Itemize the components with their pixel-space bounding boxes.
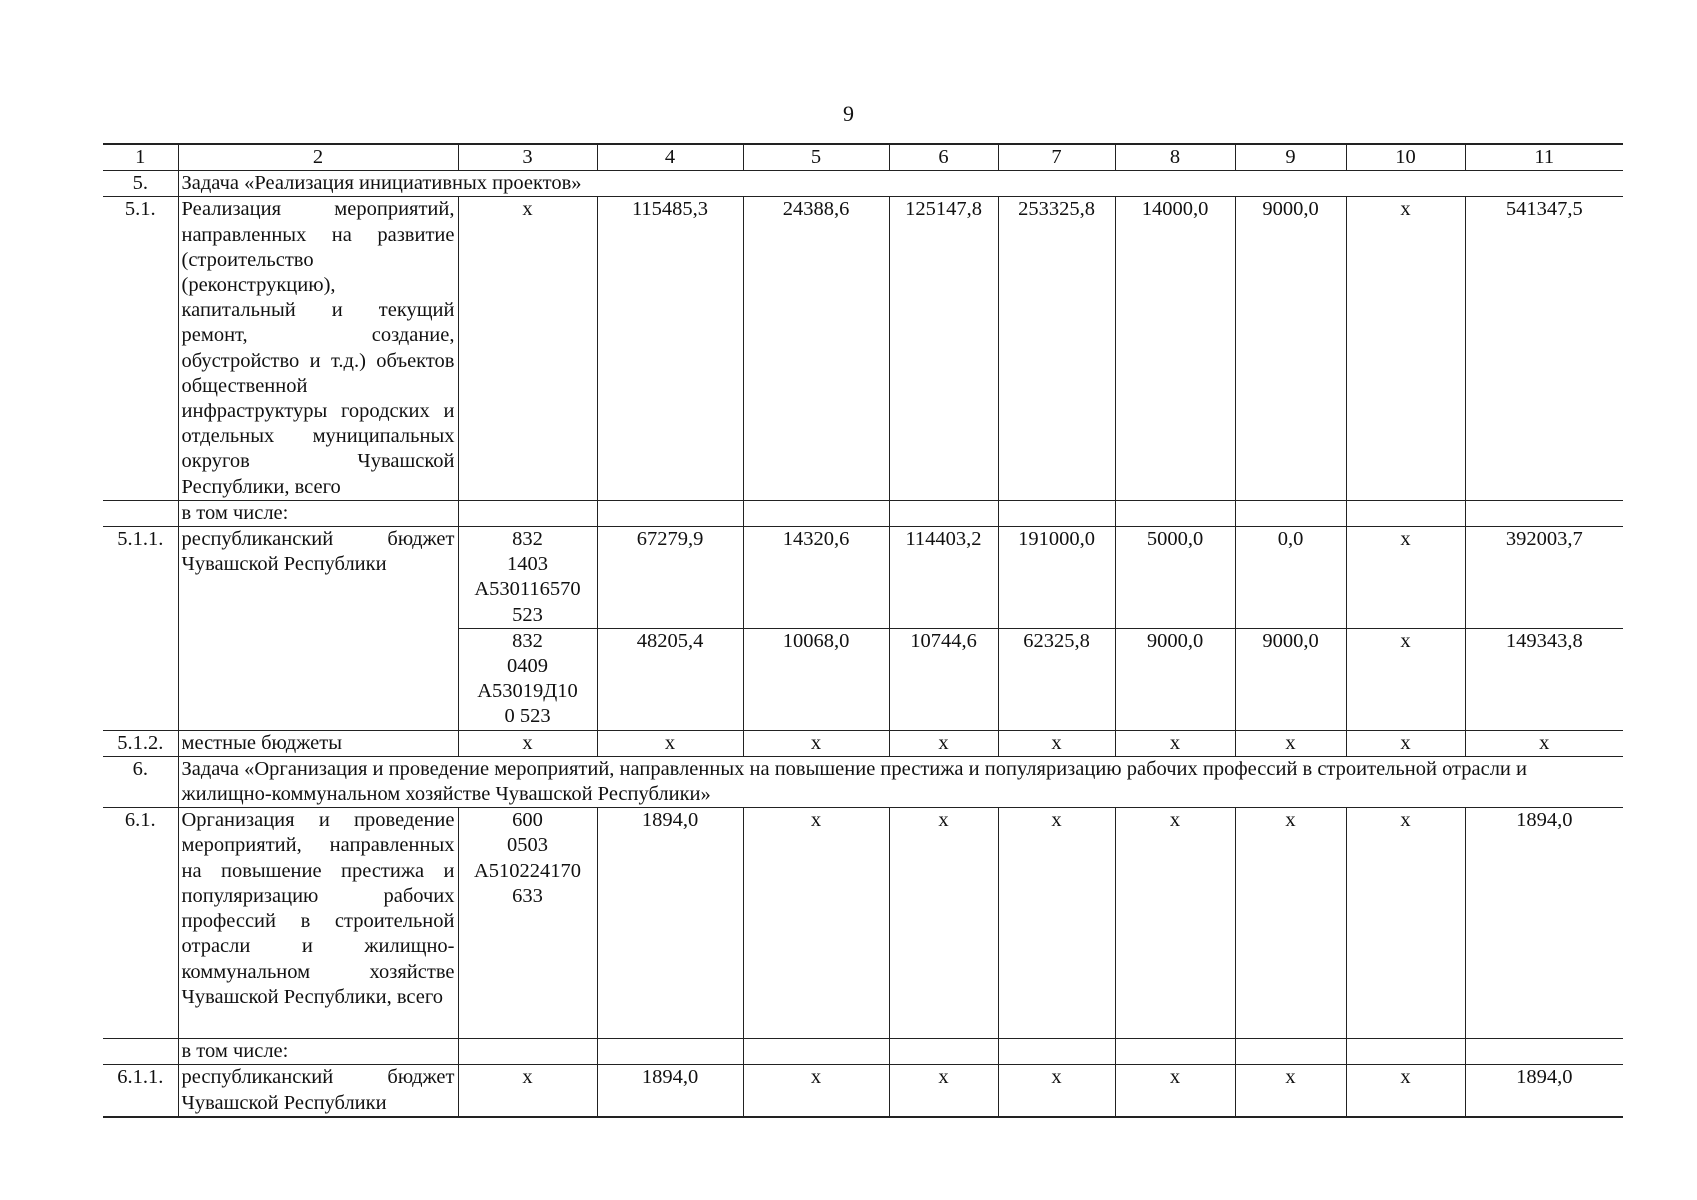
value-cell: х bbox=[1346, 628, 1465, 730]
including-label: в том числе: bbox=[178, 500, 458, 526]
row-name: местные бюджеты bbox=[178, 730, 458, 756]
empty-cell bbox=[1346, 500, 1465, 526]
empty-cell bbox=[1465, 1039, 1623, 1065]
task-row bbox=[103, 171, 1623, 197]
code-line: 0 523 bbox=[504, 705, 551, 728]
value-cell: х bbox=[998, 1065, 1115, 1117]
empty-cell bbox=[1346, 1039, 1465, 1065]
row-number: 6.1.1. bbox=[103, 1065, 178, 1117]
empty-cell bbox=[998, 1039, 1115, 1065]
value-cell: 67279,9 bbox=[597, 527, 743, 629]
value-cell: 9000,0 bbox=[1115, 628, 1235, 730]
value-cell: 10744,6 bbox=[889, 628, 998, 730]
value-cell: 1894,0 bbox=[597, 1065, 743, 1117]
value-cell: 14320,6 bbox=[743, 527, 889, 629]
code-line: 1403 bbox=[507, 553, 548, 576]
value-cell: х bbox=[1346, 197, 1465, 500]
table-row bbox=[103, 730, 1623, 756]
budget-code: х bbox=[458, 1065, 597, 1117]
code-line: 633 bbox=[512, 884, 543, 907]
header-cell: 7 bbox=[998, 144, 1115, 171]
value-cell: х bbox=[1346, 527, 1465, 629]
empty-cell bbox=[889, 1039, 998, 1065]
header-cell: 11 bbox=[1465, 144, 1623, 171]
value-cell: 125147,8 bbox=[889, 197, 998, 500]
row-name: республиканский бюджет Чувашской Республики bbox=[178, 527, 458, 731]
value-cell: 541347,5 bbox=[1465, 197, 1623, 500]
value-cell: х bbox=[1346, 730, 1465, 756]
value-cell: х bbox=[1115, 730, 1235, 756]
budget-code bbox=[458, 628, 597, 730]
empty-cell bbox=[103, 500, 178, 526]
header-cell: 6 bbox=[889, 144, 998, 171]
value-cell: 115485,3 bbox=[597, 197, 743, 500]
table-row bbox=[103, 527, 1623, 629]
empty-cell bbox=[458, 500, 597, 526]
code-line: 523 bbox=[512, 603, 543, 626]
value-cell: 0,0 bbox=[1235, 527, 1346, 629]
value-cell: 9000,0 bbox=[1235, 197, 1346, 500]
code-line: А510224170 bbox=[473, 859, 582, 882]
empty-cell bbox=[743, 1039, 889, 1065]
header-cell: 8 bbox=[1115, 144, 1235, 171]
empty-cell bbox=[1115, 500, 1235, 526]
header-cell: 10 bbox=[1346, 144, 1465, 171]
value-cell: х bbox=[889, 730, 998, 756]
row-number: 5. bbox=[103, 171, 178, 197]
code-line: А530116570 bbox=[474, 578, 581, 601]
value-cell: 1894,0 bbox=[597, 808, 743, 1039]
value-cell: 191000,0 bbox=[998, 527, 1115, 629]
header-cell: 5 bbox=[743, 144, 889, 171]
row-number: 5.1.2. bbox=[103, 730, 178, 756]
empty-cell bbox=[597, 1039, 743, 1065]
value-cell: х bbox=[1346, 808, 1465, 1039]
row-number: 5.1. bbox=[103, 197, 178, 500]
value-cell: х bbox=[1115, 1065, 1235, 1117]
value-cell: 9000,0 bbox=[1235, 628, 1346, 730]
task-row bbox=[103, 756, 1623, 807]
value-cell: 392003,7 bbox=[1465, 527, 1623, 629]
empty-cell bbox=[1115, 1039, 1235, 1065]
budget-code: х bbox=[458, 730, 597, 756]
value-cell: 149343,8 bbox=[1465, 628, 1623, 730]
row-number: 6.1. bbox=[103, 808, 178, 1039]
header-cell: 1 bbox=[103, 144, 178, 171]
value-cell: 253325,8 bbox=[998, 197, 1115, 500]
value-cell: х bbox=[1346, 1065, 1465, 1117]
value-cell: 62325,8 bbox=[998, 628, 1115, 730]
value-cell: 14000,0 bbox=[1115, 197, 1235, 500]
code-line: 600 bbox=[512, 809, 543, 832]
value-cell: 114403,2 bbox=[889, 527, 998, 629]
value-cell: 1894,0 bbox=[1465, 1065, 1623, 1117]
empty-cell bbox=[458, 1039, 597, 1065]
empty-cell bbox=[597, 500, 743, 526]
row-name: Организация и проведение мероприятий, направленных на повышение престижа и популяризацию рабочих профессий в строительной отрасли и жилищно-коммунальном хозяйстве Чувашской Республики, всего bbox=[178, 808, 458, 1039]
header-row bbox=[103, 144, 1623, 171]
budget-table bbox=[103, 143, 1623, 1118]
budget-code bbox=[458, 808, 597, 1039]
row-number: 5.1.1. bbox=[103, 527, 178, 731]
value-cell: х bbox=[998, 730, 1115, 756]
empty-cell bbox=[1465, 500, 1623, 526]
header-cell: 3 bbox=[458, 144, 597, 171]
budget-code bbox=[458, 527, 597, 629]
code-line: 832 bbox=[512, 528, 543, 551]
header-cell: 4 bbox=[597, 144, 743, 171]
row-name: республиканский бюджет Чувашской Республики bbox=[178, 1065, 458, 1117]
table-row bbox=[103, 197, 1623, 500]
value-cell: х bbox=[998, 808, 1115, 1039]
row-number: 6. bbox=[103, 756, 178, 807]
task-title: Задача «Реализация инициативных проектов» bbox=[178, 171, 1623, 197]
including-row bbox=[103, 1039, 1623, 1065]
value-cell: х bbox=[889, 808, 998, 1039]
empty-cell bbox=[103, 1039, 178, 1065]
value-cell: 5000,0 bbox=[1115, 527, 1235, 629]
code-line: 0409 bbox=[507, 655, 548, 678]
value-cell: 24388,6 bbox=[743, 197, 889, 500]
page-number: 9 bbox=[843, 101, 854, 126]
value-cell: 10068,0 bbox=[743, 628, 889, 730]
value-cell: х bbox=[1115, 808, 1235, 1039]
empty-cell bbox=[889, 500, 998, 526]
code-line: А53019Д10 bbox=[477, 680, 578, 703]
empty-cell bbox=[1235, 500, 1346, 526]
code-line: 832 bbox=[512, 629, 543, 652]
value-cell: х bbox=[597, 730, 743, 756]
value-cell: х bbox=[1465, 730, 1623, 756]
value-cell: х bbox=[743, 808, 889, 1039]
value-cell: 48205,4 bbox=[597, 628, 743, 730]
empty-cell bbox=[1235, 1039, 1346, 1065]
value-cell: х bbox=[1235, 730, 1346, 756]
empty-cell bbox=[998, 500, 1115, 526]
value-cell: х bbox=[1235, 808, 1346, 1039]
budget-code: х bbox=[458, 197, 597, 500]
value-cell: х bbox=[1235, 1065, 1346, 1117]
value-cell: х bbox=[743, 1065, 889, 1117]
value-cell: 1894,0 bbox=[1465, 808, 1623, 1039]
code-line: 0503 bbox=[507, 834, 548, 857]
table-row bbox=[103, 808, 1623, 1039]
including-row bbox=[103, 500, 1623, 526]
table-row bbox=[103, 1065, 1623, 1117]
header-cell: 2 bbox=[178, 144, 458, 171]
row-name: Реализация мероприятий, направленных на развитие (строительство (реконструкцию), капитальный и текущий ремонт, создание, обустройство и т.д.) объектов общественной инфраструктуры городских и отдельных муниципальных округов Чувашской Республики, всего bbox=[178, 197, 458, 500]
including-label: в том числе: bbox=[178, 1039, 458, 1065]
header-cell: 9 bbox=[1235, 144, 1346, 171]
task-title: Задача «Организация и проведение мероприятий, направленных на повышение престижа и популяризацию рабочих профессий в строительной отрасли и жилищно-коммунальном хозяйстве Чувашской Республики» bbox=[178, 756, 1623, 807]
empty-cell bbox=[743, 500, 889, 526]
value-cell: х bbox=[889, 1065, 998, 1117]
value-cell: х bbox=[743, 730, 889, 756]
